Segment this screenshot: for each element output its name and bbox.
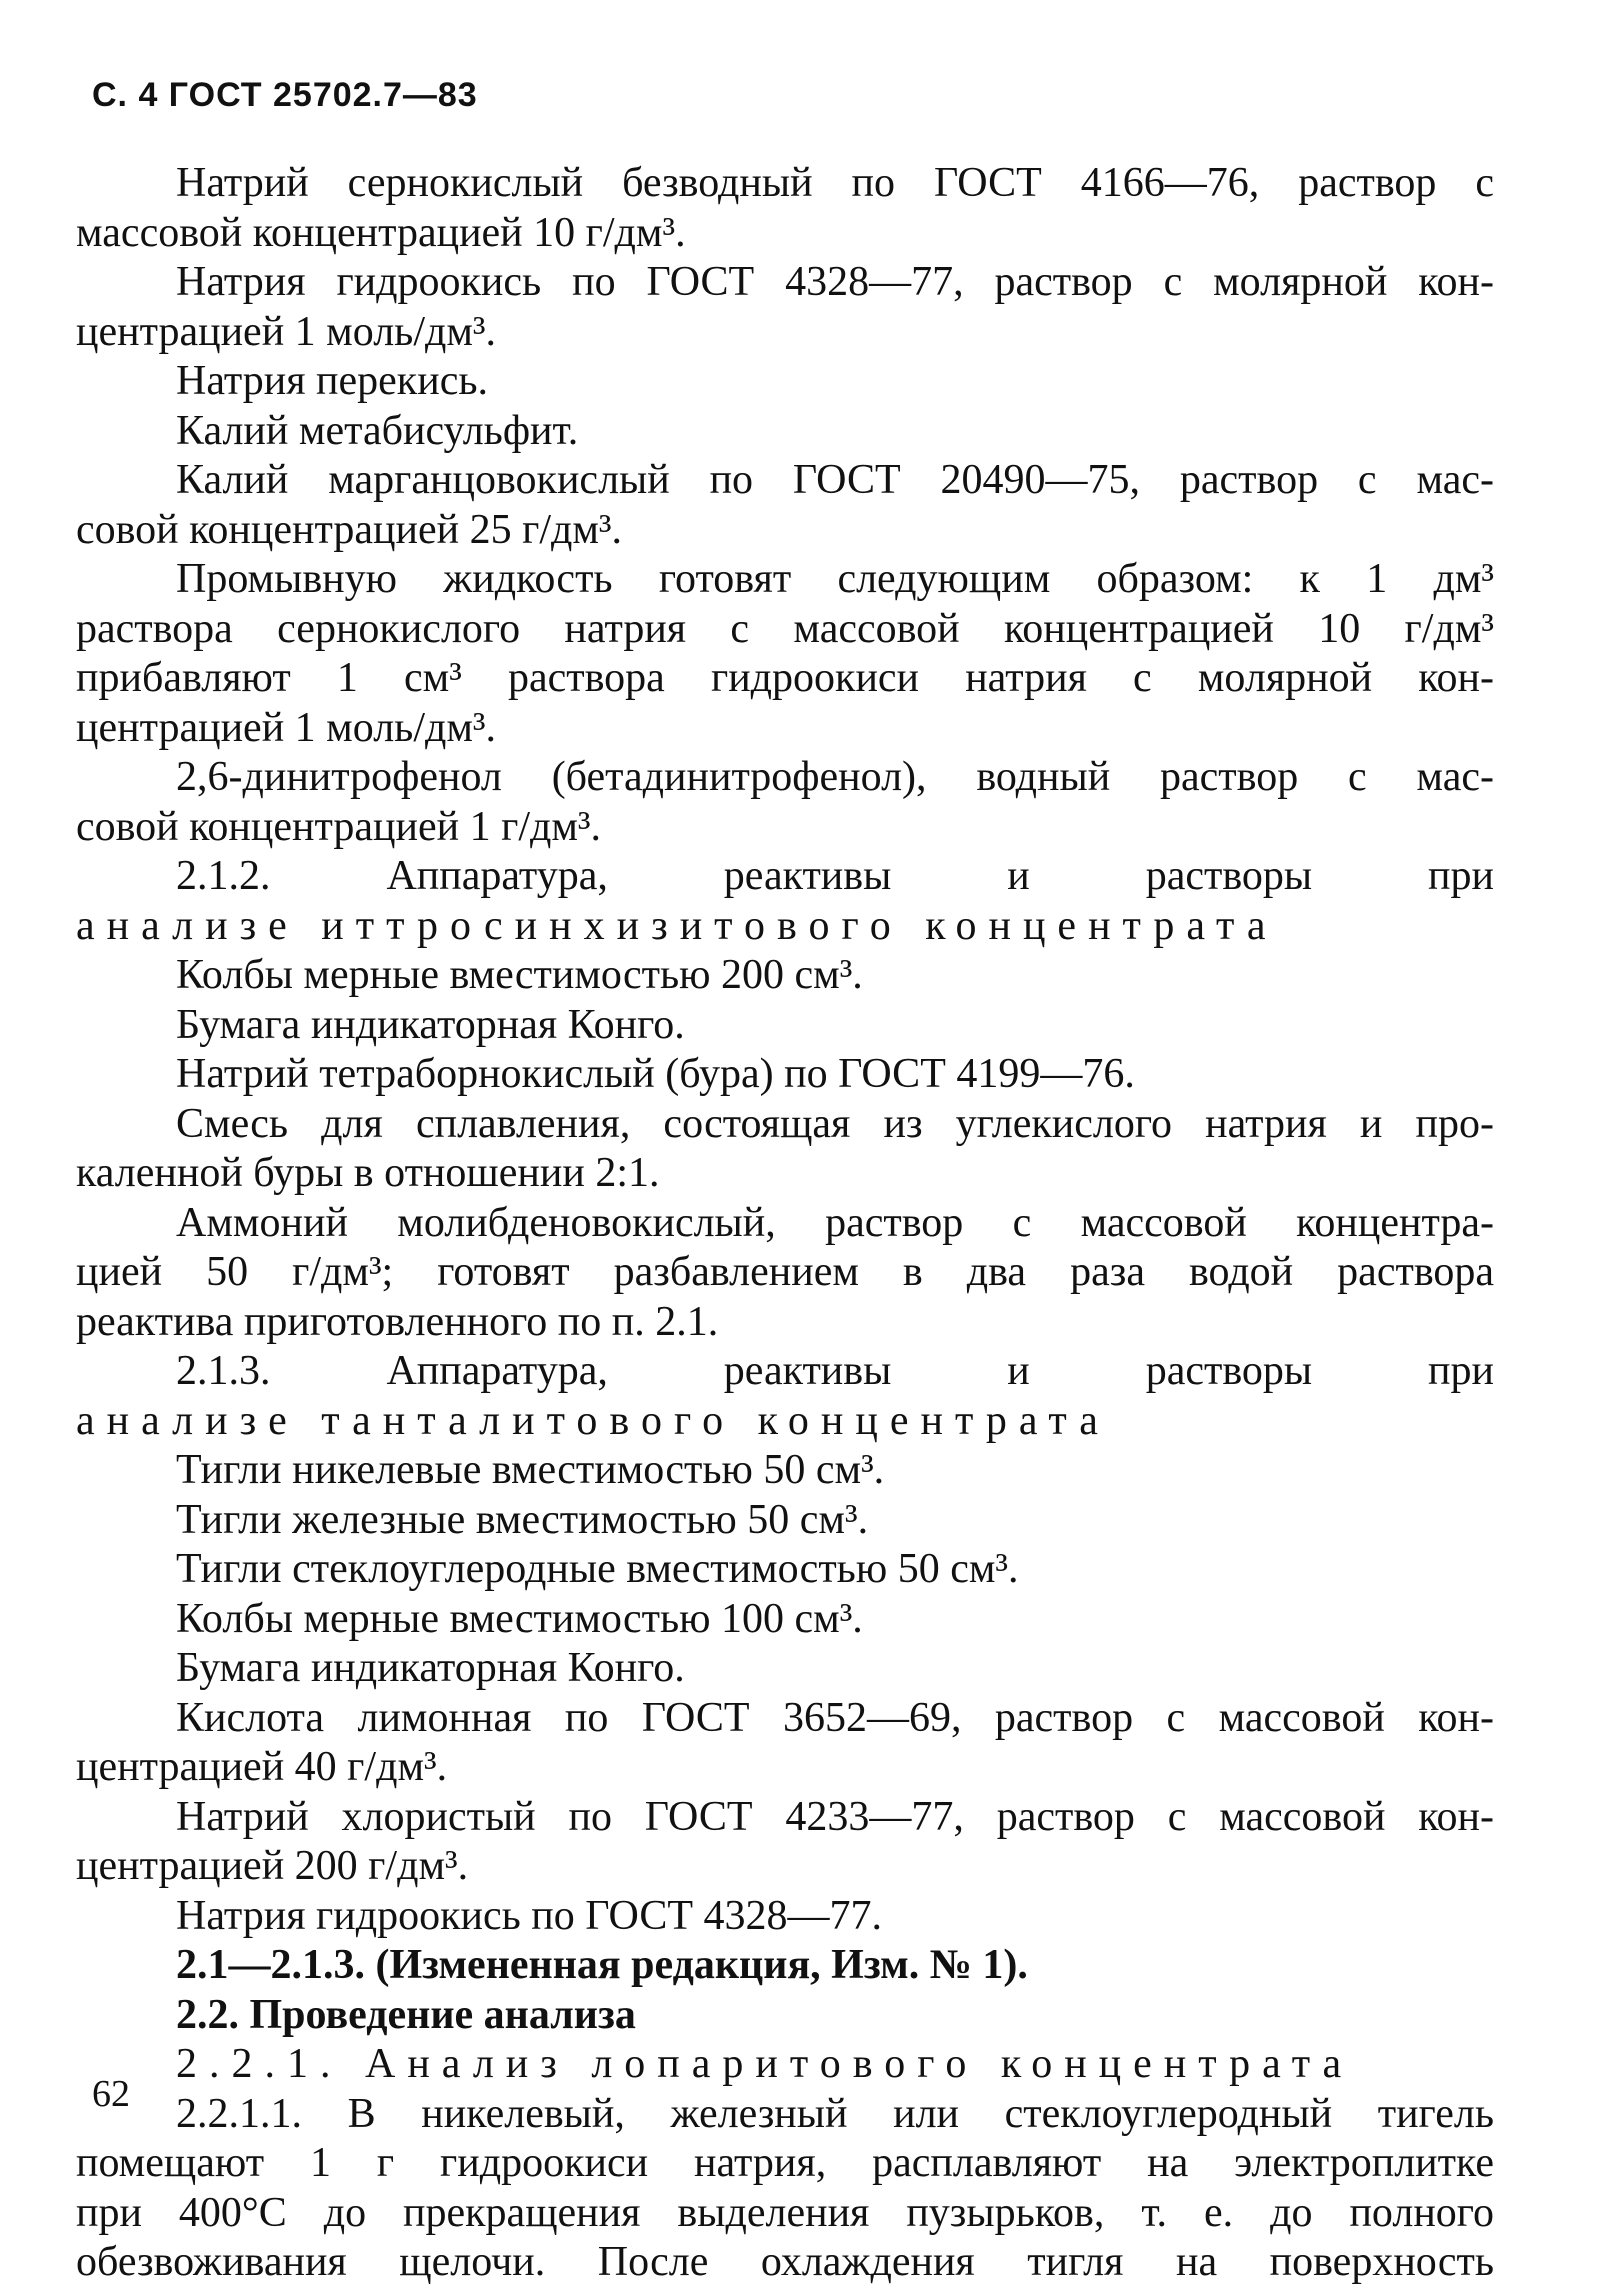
text-line: Натрия гидроокись по ГОСТ 4328—77, раствор с молярной кон- [176,259,1494,305]
text-line: центрацией 1 моль/дм³. [76,308,497,355]
amendment-note: 2.1—2.1.3. (Измененная редакция, Изм. № 1). [176,1942,1028,1988]
section-heading-2-2: 2.2. Проведение анализа [176,1991,636,2038]
text-line: 2.2.1.1. В никелевый, железный или стеклоуглеродный тигель [176,2090,1494,2137]
text-line: реактива приготовленного по п. 2.1. [76,1298,719,1345]
text-line: Смесь для сплавления, состоящая из углекислого натрия и про- [176,1100,1494,1147]
text-line: Колбы мерные вместимостью 200 см³. [176,952,863,998]
section-heading-2-1-2-cont: анализе иттросинхизитового концентрата [76,902,1278,949]
text-line: каленной буры в отношении 2:1. [76,1150,660,1196]
text-line: Натрий тетраборнокислый (бура) по ГОСТ 4199—76. [176,1051,1135,1097]
text-line: 2,6-динитрофенол (бетадинитрофенол), водный раствор с мас- [176,754,1494,800]
text-line: обезвоживания щелочи. После охлаждения тигля на поверхность [76,2239,1494,2285]
text-line: Натрия перекись. [176,358,488,404]
section-heading-2-1-3-cont: анализе танталитового концентрата [76,1397,1110,1444]
section-heading-2-2-1: 2.2.1. Анализ лопаритового концентрата [176,2041,1354,2087]
text-line: Тигли никелевые вместимостью 50 см³. [176,1447,885,1493]
text-line: Кислота лимонная по ГОСТ 3652—69, раствор с массовой кон- [176,1694,1494,1741]
text-line: Тигли железные вместимостью 50 см³. [176,1496,869,1543]
text-line: Аммоний молибденовокислый, раствор с массовой концентра- [176,1199,1494,1246]
text-line: Бумага индикаторная Конго. [176,1645,685,1691]
text-line: Калий марганцовокислый по ГОСТ 20490—75, раствор с мас- [176,457,1494,503]
text-line: центрацией 40 г/дм³. [76,1744,448,1790]
text-line: помещают 1 г гидроокиси натрия, расплавляют на электроплитке [76,2140,1494,2186]
text-line: цией 50 г/дм³; готовят разбавлением в два раза водой раствора [76,1249,1494,1295]
text-line: прибавляют 1 см³ раствора гидроокиси натрия с молярной кон- [76,655,1494,701]
text-line: совой концентрацией 25 г/дм³. [76,506,623,553]
section-heading-2-1-3: 2.1.3. Аппаратура, реактивы и растворы при [176,1348,1494,1394]
text-line: массовой концентрацией 10 г/дм³. [76,209,686,256]
text-line: Тигли стеклоуглеродные вместимостью 50 см³. [176,1546,1019,1592]
text-line: при 400°С до прекращения выделения пузырьков, т. е. до полного [76,2189,1494,2236]
section-heading-2-1-2: 2.1.2. Аппаратура, реактивы и растворы при [176,853,1494,899]
page-number: 62 [92,2073,130,2115]
text-line: Натрий сернокислый безводный по ГОСТ 4166—76, раствор с [176,160,1494,206]
text-line: Натрия гидроокись по ГОСТ 4328—77. [176,1892,883,1939]
text-line: Промывную жидкость готовят следующим образом: к 1 дм³ [176,556,1494,602]
text-line: Колбы мерные вместимостью 100 см³. [176,1595,863,1642]
text-line: центрацией 1 моль/дм³. [76,704,497,751]
text-line: центрацией 200 г/дм³. [76,1843,469,1889]
text-line: Калий метабисульфит. [176,407,579,454]
text-line: совой концентрацией 1 г/дм³. [76,803,602,850]
running-header: С. 4 ГОСТ 25702.7—83 [92,76,478,114]
text-line: Бумага индикаторная Конго. [176,1001,685,1048]
text-line: раствора сернокислого натрия с массовой концентрацией 10 г/дм³ [76,605,1494,652]
text-line: Натрий хлористый по ГОСТ 4233—77, раствор с массовой кон- [176,1793,1494,1840]
